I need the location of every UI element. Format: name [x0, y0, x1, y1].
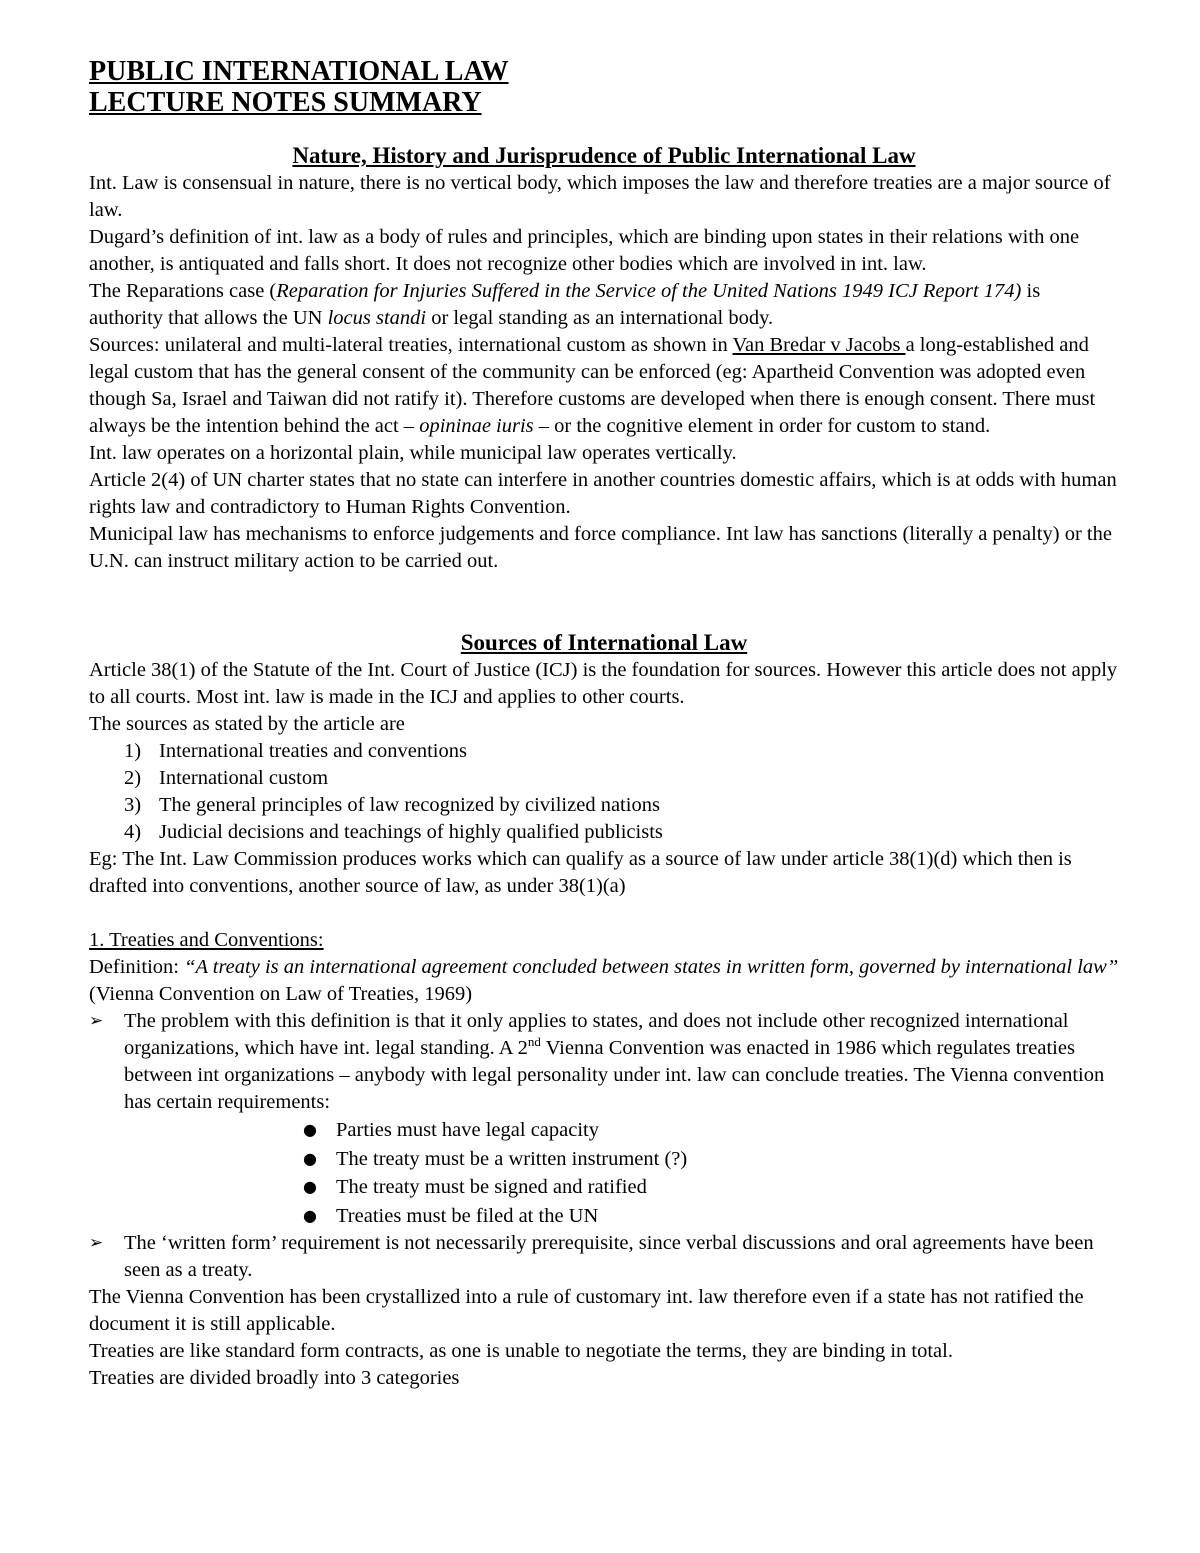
arrow-bullet-icon: ➢: [89, 1011, 104, 1031]
paragraph: Dugard’s definition of int. law as a body of rules and principles, which are binding upon states in their relations with one another, is antiquated and falls short. It does not recognize other bodies which are involved in int. law.: [89, 226, 1080, 275]
definition-quote: “A treaty is an international agreement concluded between states in written form, governed by international law”: [184, 956, 1119, 978]
arrow-list-item: ➢ The problem with this definition is that it only applies to states, and does not include other recognized international organizations, which have int. legal standing. A 2nd Vienna Convention was enacted in 1986 which regulates treaties between int organizations – anybody with legal personality under int. law can conclude treaties. The Vienna convention has certain requirements:: [89, 1010, 1105, 1113]
paragraph: Treaties are divided broadly into 3 categories: [89, 1367, 460, 1389]
paragraph: Treaties are like standard form contracts, as one is unable to negotiate the terms, they are binding in total.: [89, 1340, 953, 1362]
document-page: [89, 56, 1119, 1392]
list-item: 1) International treaties and conventions: [124, 740, 467, 762]
paragraph: Article 38(1) of the Statute of the Int. Court of Justice (ICJ) is the foundation for sources. However this article does not apply to all courts. Most int. law is made in the ICJ and applies to other courts.: [89, 659, 1118, 708]
paragraph: The sources as stated by the article are: [89, 713, 405, 735]
list-item: 2) International custom: [124, 767, 329, 789]
bullet-dot-icon: ●: [303, 1177, 317, 1196]
case-citation: Reparation for Injuries Suffered in the Service of the United Nations 1949 ICJ Report 174): [276, 280, 1022, 302]
bullet-dot-icon: ●: [303, 1205, 317, 1225]
paragraph: Article 2(4) of UN charter states that no state can interfere in another countries domestic affairs, which is at odds with human rights law and contradictory to Human Rights Convention.: [89, 469, 1117, 518]
list-item: ● The treaty must be a written instrument (?): [89, 1145, 1119, 1174]
latin-term: opininae iuris: [419, 415, 534, 437]
requirements-list: [89, 1116, 1119, 1230]
list-item: ● Treaties must be filed at the UN: [89, 1202, 1119, 1231]
sources-list: [89, 738, 1119, 846]
case-name: Van Bredar v Jacobs: [732, 334, 906, 356]
arrow-list-item: ➢ The ‘written form’ requirement is not necessarily prerequisite, since verbal discussions and oral agreements have been seen as a treaty.: [89, 1232, 1094, 1281]
paragraph: The Reparations case (Reparation for Injuries Suffered in the Service of the United Nations 1949 ICJ Report 174) is authority that allows the UN locus standi or legal standing as an international body.: [89, 280, 1041, 329]
paragraph: Int. law operates on a horizontal plain, while municipal law operates vertically.: [89, 442, 737, 464]
bullet-dot-icon: ●: [303, 1148, 317, 1168]
document-title-line2: LECTURE NOTES SUMMARY: [89, 87, 482, 118]
subheading-treaties: 1. Treaties and Conventions:: [89, 929, 324, 951]
paragraph: Sources: unilateral and multi-lateral treaties, international custom as shown in Van Bredar v Jacobs a long-established and legal custom that has the general consent of the community can be enforced (eg: Apartheid Convention was adopted even though Sa, Israel and Taiwan did not ratify it). Therefore customs are developed when there is enough consent. There must always be the intention behind the act – opininae iuris – or the cognitive element in order for custom to stand.: [89, 334, 1096, 437]
list-item: 3) The general principles of law recognized by civilized nations: [124, 794, 660, 816]
paragraph: The Vienna Convention has been crystallized into a rule of customary int. law therefore even if a state has not ratified the document it is still applicable.: [89, 1286, 1084, 1335]
list-item: ● Parties must have legal capacity: [89, 1116, 1119, 1145]
paragraph: Int. Law is consensual in nature, there is no vertical body, which imposes the law and therefore treaties are a major source of law.: [89, 172, 1111, 221]
list-item: 4) Judicial decisions and teachings of highly qualified publicists: [124, 821, 663, 843]
bullet-dot-icon: ●: [303, 1120, 317, 1139]
paragraph: Eg: The Int. Law Commission produces works which can qualify as a source of law under article 38(1)(d) which then is drafted into conventions, another source of law, as under 38(1)(a): [89, 848, 1072, 897]
paragraph: Municipal law has mechanisms to enforce judgements and force compliance. Int law has sanctions (literally a penalty) or the U.N. can instruct military action to be carried out.: [89, 523, 1112, 572]
paragraph: Definition: “A treaty is an international agreement concluded between states in written form, governed by international law” (Vienna Convention on Law of Treaties, 1969): [89, 956, 1119, 1005]
list-item: ● The treaty must be signed and ratified: [89, 1173, 1119, 1202]
document-title-line1: PUBLIC INTERNATIONAL LAW: [89, 56, 509, 87]
arrow-bullet-icon: ➢: [89, 1233, 104, 1253]
section-heading-sources: Sources of International Law: [460, 630, 748, 655]
section-heading-nature: Nature, History and Jurisprudence of Public International Law: [292, 143, 916, 168]
latin-term: locus standi: [327, 307, 427, 329]
